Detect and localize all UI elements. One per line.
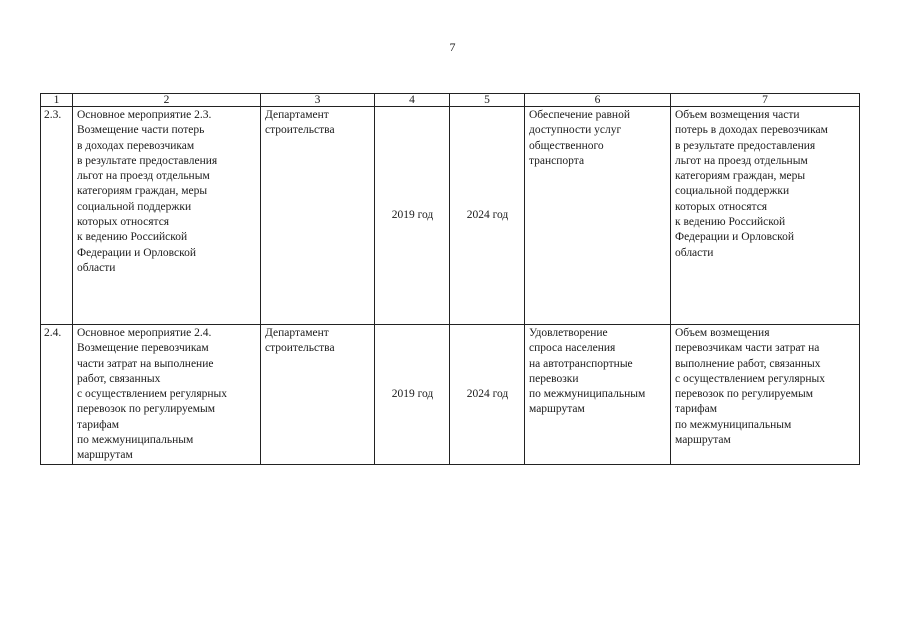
column-header-2: 2: [73, 94, 261, 107]
expected-result: Удовлетворение спроса населения на автотранспортные перевозки по межмуниципальным маршрутам: [525, 325, 671, 465]
column-header-7: 7: [671, 94, 860, 107]
measure-description: Основное мероприятие 2.3. Возмещение части потерь в доходах перевозчикам в результате предоставления льгот на проезд отдельным категориям граждан, меры социальной поддержки которых относятся к ведению Российской Федерации и Орловской области: [73, 107, 261, 325]
column-header-5: 5: [450, 94, 525, 107]
end-year: 2024 год: [450, 325, 525, 465]
table-row: [41, 325, 860, 465]
row-number: 2.4.: [41, 325, 73, 465]
table-header-row: [41, 94, 860, 107]
start-year: 2019 год: [375, 107, 450, 325]
column-header-6: 6: [525, 94, 671, 107]
measure-description: Основное мероприятие 2.4. Возмещение перевозчикам части затрат на выполнение работ, связанных с осуществлением регулярных перевозок по регулируемым тарифам по межмуниципальным маршрутам: [73, 325, 261, 465]
target-indicator: Объем возмещения перевозчикам части затрат на выполнение работ, связанных с осуществлением регулярных перевозок по регулируемым тарифам по межмуниципальным маршрутам: [671, 325, 860, 465]
column-header-1: 1: [41, 94, 73, 107]
target-indicator: Объем возмещения части потерь в доходах перевозчикам в результате предоставления льгот на проезд отдельным категориям граждан, меры социальной поддержки которых относятся к ведению Российской Федерации и Орловской области: [671, 107, 860, 325]
row-number: 2.3.: [41, 107, 73, 325]
table-row: [41, 107, 860, 325]
column-header-3: 3: [261, 94, 375, 107]
page-number: 7: [449, 40, 456, 54]
expected-result: Обеспечение равной доступности услуг общественного транспорта: [525, 107, 671, 325]
responsible-executor: Департамент строительства: [261, 325, 375, 465]
column-header-4: 4: [375, 94, 450, 107]
responsible-executor: Департамент строительства: [261, 107, 375, 325]
start-year: 2019 год: [375, 325, 450, 465]
end-year: 2024 год: [450, 107, 525, 325]
program-measures-table: [40, 93, 860, 465]
